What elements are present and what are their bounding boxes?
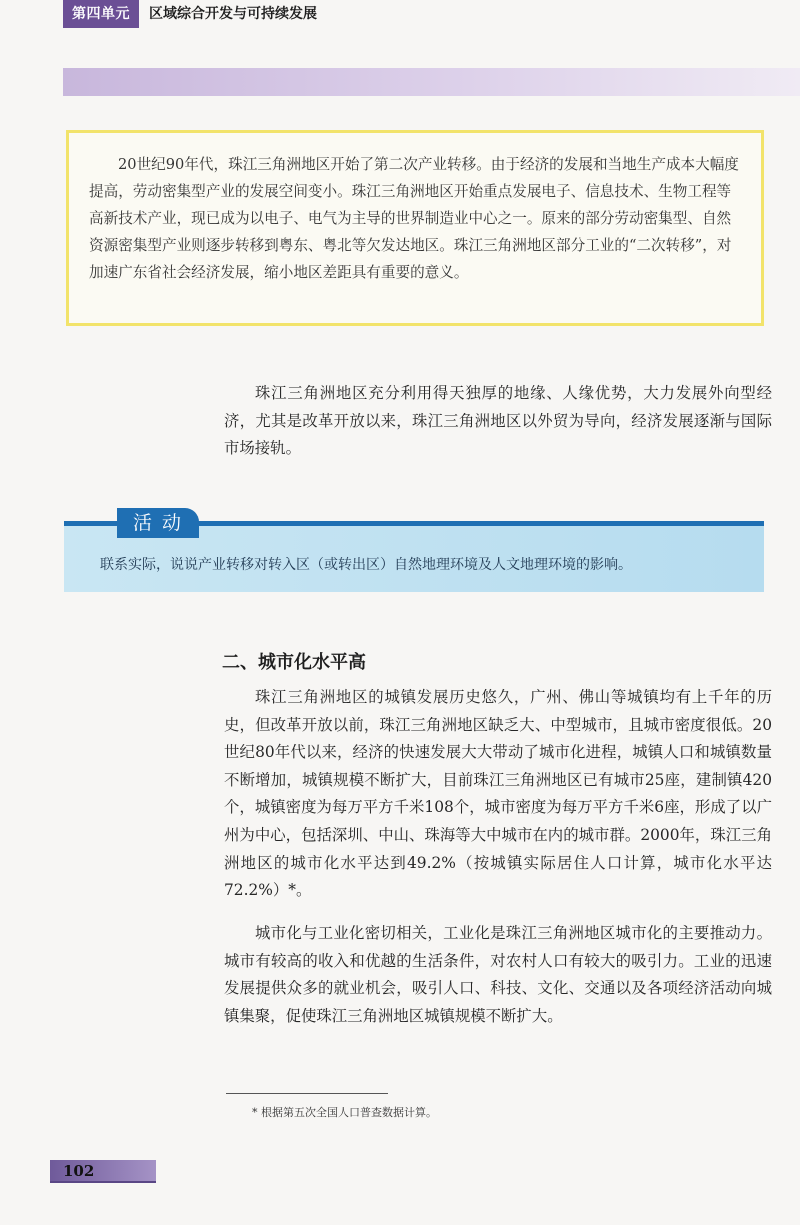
reading-box <box>66 130 764 326</box>
footnote: * 根据第五次全国人口普查数据计算。 <box>252 1106 437 1119</box>
header-bar <box>63 68 800 96</box>
section-paragraph-2: 城市化与工业化密切相关，工业化是珠江三角洲地区城市化的主要推动力。城市有较高的收入和优越的生活条件，对农村人口有较大的吸引力。工业的迅速发展提供众多的就业机会，吸引人口、科技、文化、交通以及各项经济活动向城镇集聚，促使珠江三角洲地区城镇规模不断扩大。 <box>224 924 772 1025</box>
section-heading: 二、城市化水平高 <box>222 652 366 673</box>
reading-box-text: 20世纪90年代，珠江三角洲地区开始了第二次产业转移。由于经济的发展和当地生产成本大幅度提高，劳动密集型产业的发展空间变小。珠江三角洲地区开始重点发展电子、信息技术、生物工程等高新技术产业，现已成为以电子、电气为主导的世界制造业中心之一。原来的部分劳动密集型、自然资源密集型产业则逐步转移到粤东、粤北等欠发达地区。珠江三角洲地区部分工业的“二次转移”，对加速广东省社会经济发展，缩小地区差距具有重要的意义。 <box>89 156 739 281</box>
footnote-rule <box>226 1093 388 1094</box>
unit-tag: 第四单元 <box>63 0 139 28</box>
page-header <box>0 68 800 96</box>
intro-paragraph: 珠江三角洲地区充分利用得天独厚的地缘、人缘优势，大力发展外向型经济，尤其是改革开放以来，珠江三角洲地区以外贸为导向，经济发展逐渐与国际市场接轨。 <box>224 384 772 458</box>
unit-title: 区域综合开发与可持续发展 <box>149 6 317 22</box>
section-paragraph-1: 珠江三角洲地区的城镇发展历史悠久，广州、佛山等城镇均有上千年的历史，但改革开放以前，珠江三角洲地区缺乏大、中型城市，且城市密度很低。20世纪80年代以来，经济的快速发展大大带动了城市化进程，城镇人口和城镇数量不断增加，城镇规模不断扩大，目前珠江三角洲地区已有城市25座，建制镇420个，城镇密度为每万平方千米108个，城市密度为每万平方千米6座，形成了以广州为中心，包括深圳、中山、珠海等大中城市在内的城市群。2000年，珠江三角洲地区的城市化水平达到49.2%（按城镇实际居住人口计算，城市化水平达72.2%）*。 <box>224 688 772 900</box>
page-number: 102 <box>63 1162 95 1180</box>
activity-text: 联系实际，说说产业转移对转入区（或转出区）自然地理环境及人文地理环境的影响。 <box>100 557 632 573</box>
activity-title: 活动 <box>117 508 199 538</box>
